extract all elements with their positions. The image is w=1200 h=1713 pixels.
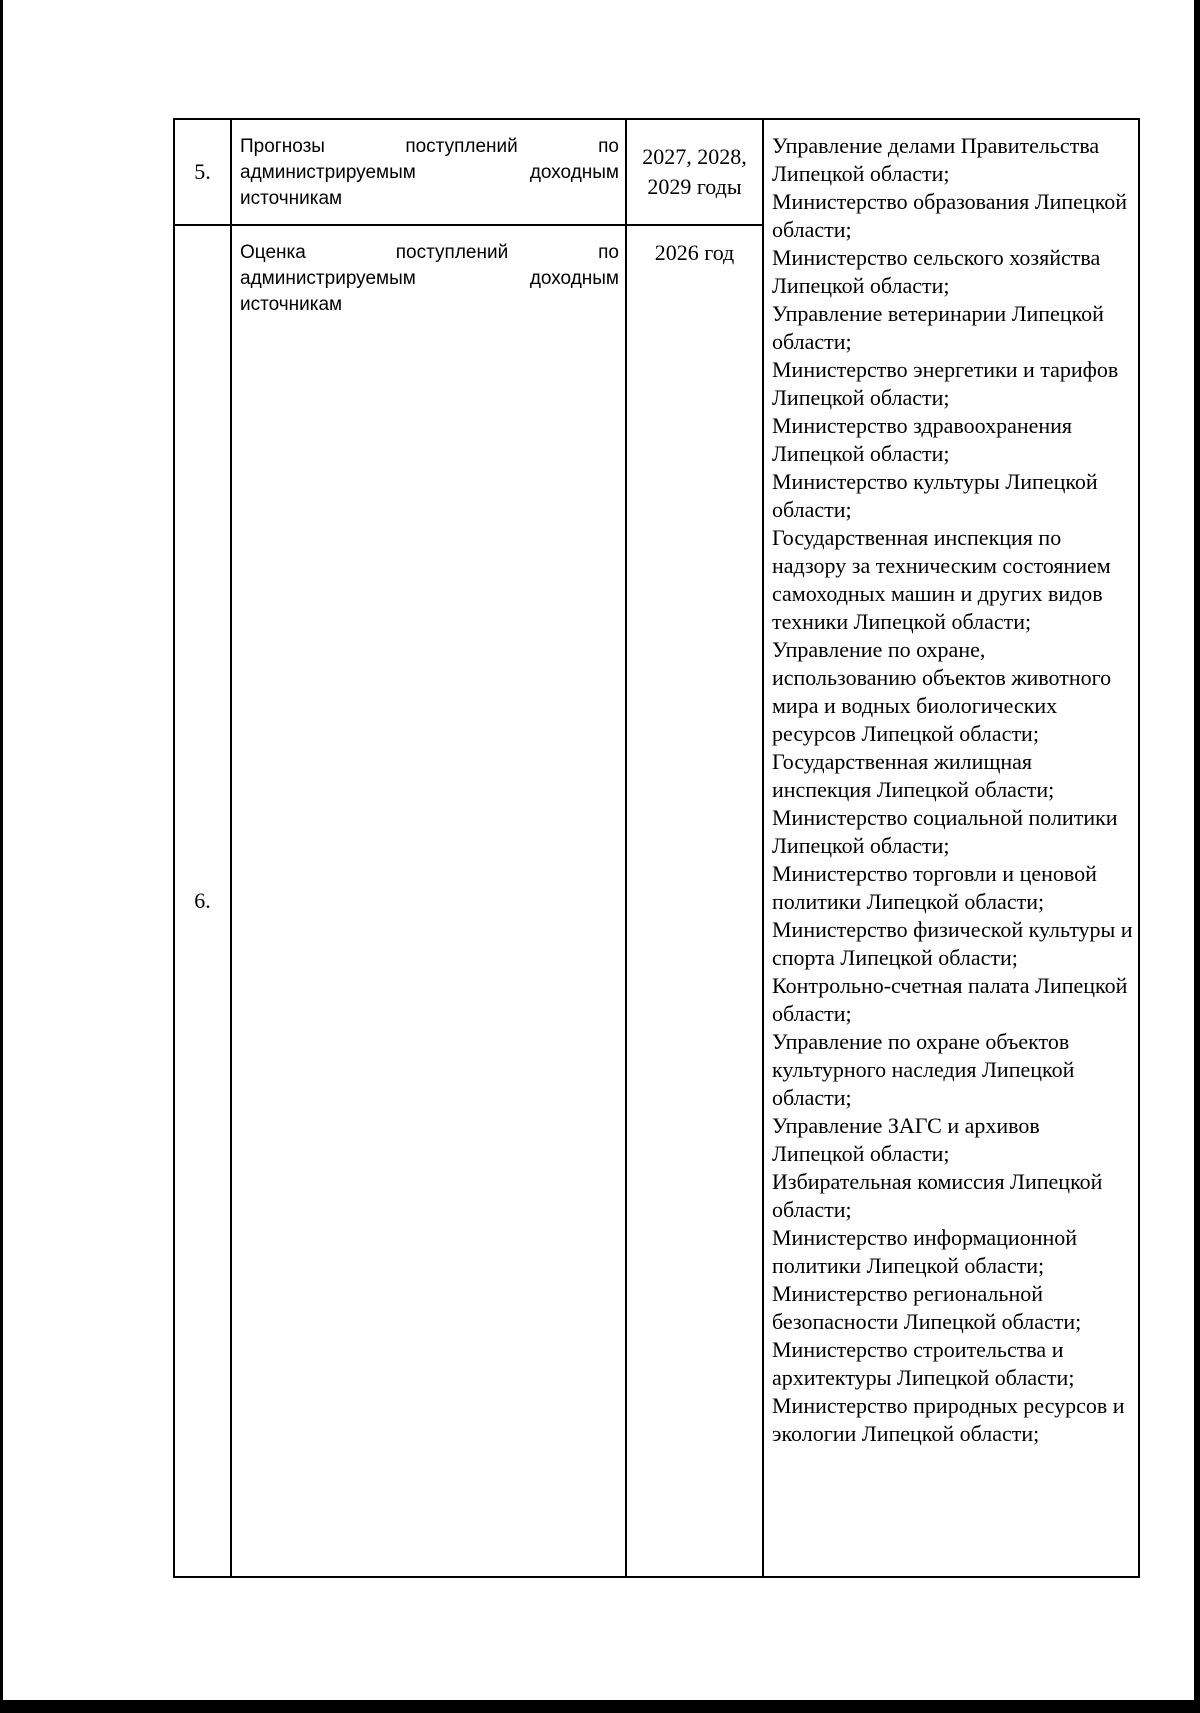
administrator-item: Управление ЗАГС и архивов Липецкой области; bbox=[772, 1113, 1040, 1166]
administrator-item: Министерство культуры Липецкой области; bbox=[772, 469, 1098, 522]
administrator-item: Министерство физической культуры и спорта Липецкой области; bbox=[772, 917, 1133, 970]
row-period: 2027, 2028, 2029 годы bbox=[642, 144, 747, 199]
administrator-item: Государственная жилищная инспекция Липецкой области; bbox=[772, 749, 1055, 802]
administrator-item: Министерство строительства и архитектуры Липецкой области; bbox=[772, 1337, 1075, 1390]
row-name-cell bbox=[231, 225, 626, 1577]
scan-border-right bbox=[1194, 0, 1200, 1713]
row-number-cell bbox=[174, 119, 231, 225]
table-row bbox=[174, 119, 1139, 225]
row-name-line: Оценка поступлений по bbox=[240, 242, 619, 263]
row-period: 2026 год bbox=[654, 240, 735, 265]
row-number: 6. bbox=[194, 888, 211, 913]
administrator-item: Управление делами Правительства Липецкой области; bbox=[772, 133, 1100, 186]
row-name bbox=[232, 226, 625, 318]
row-name-line: администрируемым доходным bbox=[240, 268, 619, 289]
scan-border-left bbox=[0, 0, 3, 1713]
administrator-item: Государственная инспекция по надзору за техническим состоянием самоходных машин и других видов техники Липецкой области; bbox=[772, 525, 1111, 634]
row-name-line: источникам bbox=[240, 188, 343, 209]
administrator-item: Министерство социальной политики Липецкой области; bbox=[772, 805, 1118, 858]
row-name-line: Прогнозы поступлений по bbox=[240, 136, 619, 157]
administrator-item: Контрольно-счетная палата Липецкой области; bbox=[772, 973, 1128, 1026]
administrator-item: Управление ветеринарии Липецкой области; bbox=[772, 301, 1104, 354]
administrator-item: Министерство сельского хозяйства Липецкой области; bbox=[772, 245, 1101, 298]
row-number: 5. bbox=[194, 159, 211, 184]
row-period-cell bbox=[626, 225, 763, 1577]
administrator-item: Министерство энергетики и тарифов Липецкой области; bbox=[772, 357, 1119, 410]
administrator-item: Управление по охране, использованию объектов животного мира и водных биологических ресурсов Липецкой области; bbox=[772, 637, 1112, 746]
administrator-item: Министерство региональной безопасности Липецкой области; bbox=[772, 1281, 1082, 1334]
administrator-item: Избирательная комиссия Липецкой области; bbox=[772, 1169, 1103, 1222]
administrator-item: Министерство природных ресурсов и экологии Липецкой области; bbox=[772, 1393, 1125, 1446]
row-name-line: администрируемым доходным bbox=[240, 162, 619, 183]
administrator-item: Управление по охране объектов культурного наследия Липецкой области; bbox=[772, 1029, 1075, 1110]
row-period-cell bbox=[626, 119, 763, 225]
administrator-item: Министерство образования Липецкой области; bbox=[772, 189, 1128, 242]
administrator-item: Министерство торговли и ценовой политики Липецкой области; bbox=[772, 861, 1097, 914]
row-name-cell bbox=[231, 119, 626, 225]
scan-border-bottom bbox=[0, 1700, 1200, 1713]
row-name bbox=[232, 120, 625, 212]
administrators-list bbox=[764, 120, 1138, 1454]
revenue-forecast-table bbox=[173, 118, 1140, 1578]
row-number-cell bbox=[174, 225, 231, 1577]
administrator-item: Министерство информационной политики Липецкой области; bbox=[772, 1225, 1078, 1278]
row-name-line: источникам bbox=[240, 294, 343, 315]
administrator-item: Министерство здравоохранения Липецкой области; bbox=[772, 413, 1073, 466]
administrators-cell bbox=[763, 119, 1139, 1577]
